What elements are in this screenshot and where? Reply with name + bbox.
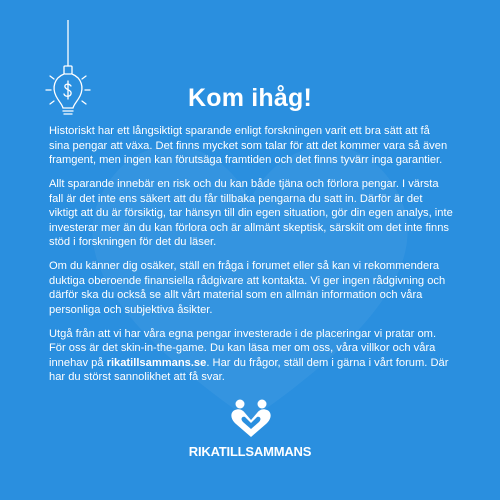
disclaimer-text (49, 124, 453, 394)
paragraph-2: Allt sparande innebär en risk och du kan både tjäna och förlora pengar. I värsta fall är det inte ens säkert att du får tillbaka pengarna du satt in. Därför är det viktigt att du är försiktig, tar hänsyn till din egen situation, gör din egen analys, inte investerar mer än du kan förlora och är allmänt skeptisk, särskilt om det inte finns stöd i forskningen för det du läser. (49, 177, 453, 249)
paragraph-1: Historiskt har ett långsiktigt sparande enligt forskningen varit ett bra sätt att få sina pengar att växa. Det finns mycket som talar för att det kommer vara så även framgent, men ingen kan förutsäga framtiden och det finns tyvärr inga garantier. (49, 125, 448, 167)
paragraph-4 (49, 327, 453, 385)
brand-name: RIKATILLSAMMANS (188, 444, 312, 459)
website-link[interactable]: rikatillsammans.se (106, 356, 207, 369)
paragraph-4-text-end: . Har du frågor, ställ dem i gärna i vårt forum. Där har du störst sannolikhet att få svar. (49, 356, 449, 384)
page-title: Kom ihåg! (187, 84, 313, 112)
paragraph-4-text: Utgå från att vi har våra egna pengar investerade i de placeringar vi pratar om. För oss är det skin-in-the-game. Du kan läsa mer om oss, våra villkor och våra innehav på (49, 327, 437, 369)
paragraph-3: Om du känner dig osäker, ställ en fråga i forumet eller så kan vi rekommendera duktiga oberoende finansiella rådgivare att kontakta. Vi ger ingen rådgivning och därför ska du också se allt vårt material som en allmän information och våra personliga och subjektiva åsikter. (49, 260, 446, 316)
rikatillsammans-logo-icon (227, 398, 275, 438)
